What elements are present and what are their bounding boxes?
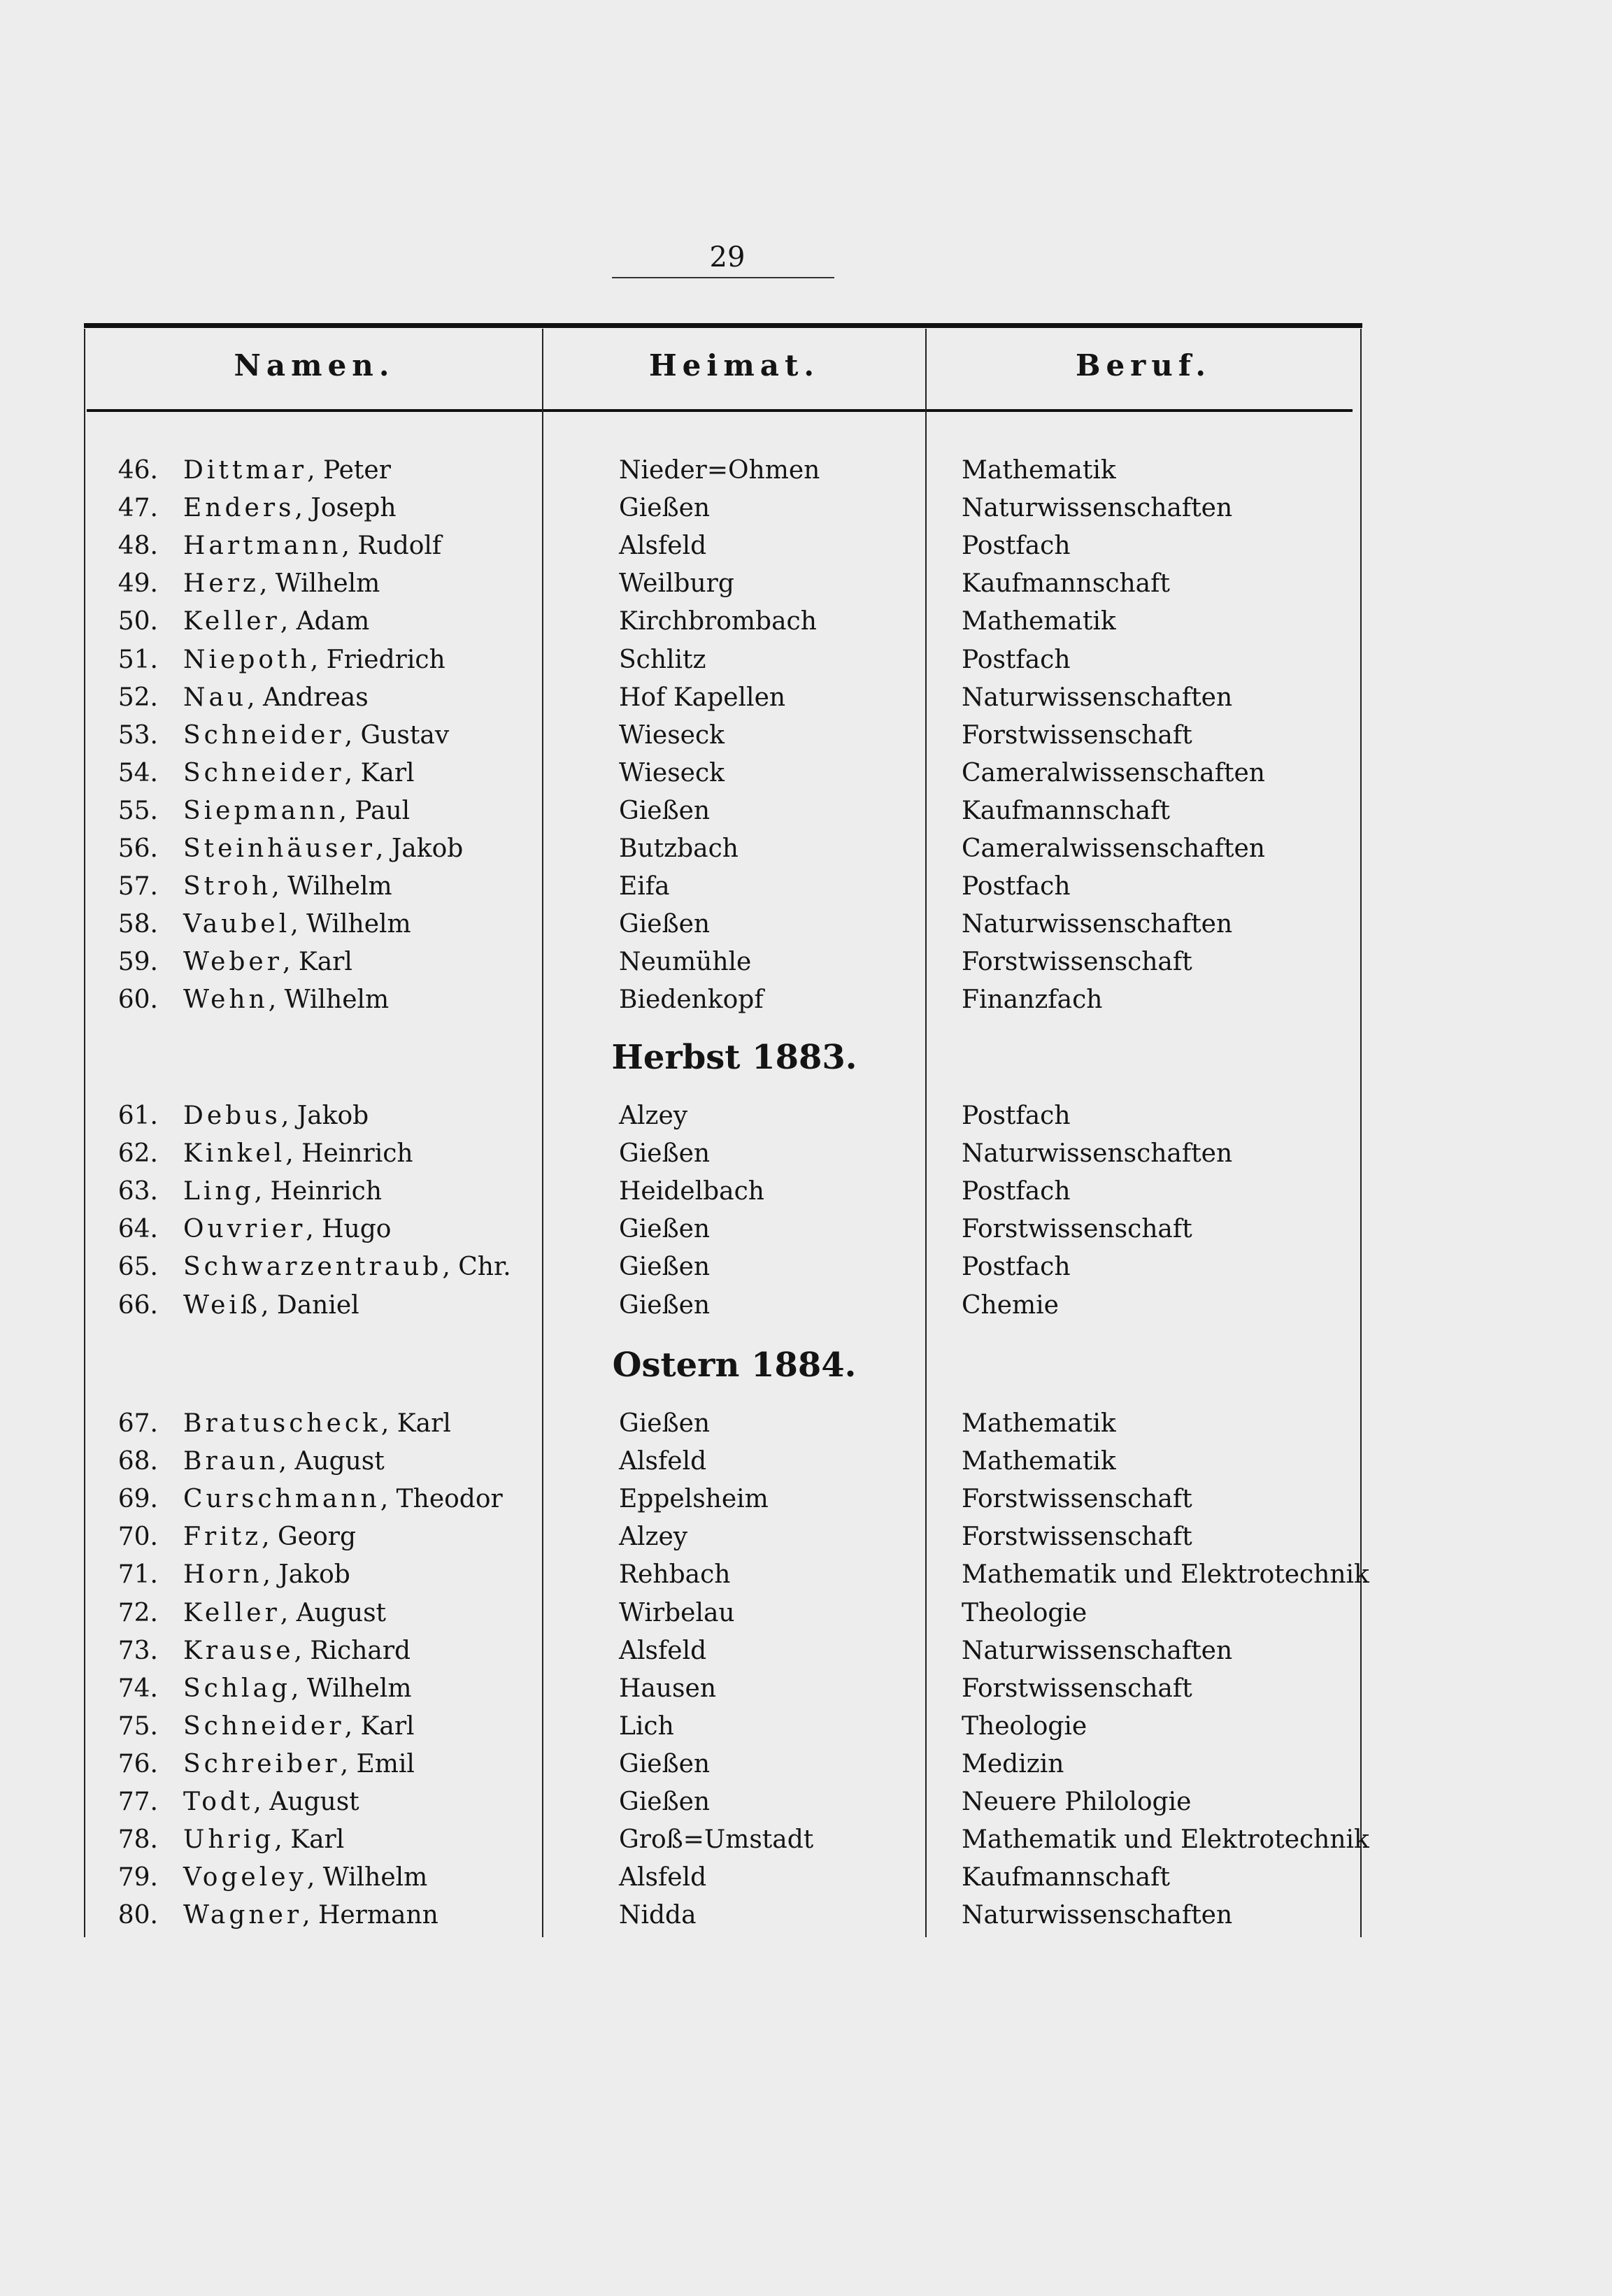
- table-row: [0, 790, 1612, 827]
- heimat-cell: Wieseck: [619, 721, 725, 750]
- given-name: Wilhelm: [287, 872, 392, 901]
- given-name: Karl: [298, 948, 352, 976]
- heimat-cell: Biedenkopf: [619, 985, 764, 1014]
- row-number: 72.: [117, 1599, 158, 1627]
- beruf-cell: Naturwissenschaften: [962, 910, 1233, 939]
- student-name: [183, 1409, 451, 1438]
- name-separator: ,: [254, 1177, 271, 1206]
- beruf-cell: Naturwissenschaften: [962, 1139, 1233, 1168]
- beruf-cell: Mathematik und Elektrotechnik: [962, 1560, 1369, 1589]
- student-name: [183, 569, 380, 598]
- student-name: [183, 456, 391, 485]
- student-name: [183, 1901, 438, 1930]
- table-row: [0, 1284, 1612, 1322]
- given-name: Friedrich: [326, 646, 445, 674]
- heimat-cell: Alzey: [619, 1523, 688, 1551]
- given-name: Peter: [323, 456, 391, 485]
- row-number: 56.: [117, 834, 158, 863]
- name-separator: ,: [262, 1523, 278, 1551]
- heimat-cell: Heidelbach: [619, 1177, 764, 1206]
- beruf-cell: Postfach: [962, 1253, 1071, 1281]
- heimat-cell: Kirchbrombach: [619, 607, 817, 636]
- given-name: Wilhelm: [322, 1863, 428, 1892]
- table-row: [0, 1516, 1612, 1553]
- given-name: Karl: [397, 1409, 451, 1438]
- student-name: [183, 1788, 359, 1816]
- student-name: [183, 759, 415, 787]
- student-name: [183, 1825, 344, 1854]
- surname: Schneider: [183, 759, 345, 787]
- beruf-cell: Medizin: [962, 1750, 1064, 1778]
- table-row: [0, 676, 1612, 714]
- name-separator: ,: [253, 1788, 270, 1816]
- table-row: [0, 1856, 1612, 1894]
- student-name: [183, 1750, 415, 1778]
- table-row: [0, 827, 1612, 865]
- row-number: 57.: [117, 872, 158, 901]
- name-separator: ,: [344, 721, 361, 750]
- table-row: [0, 941, 1612, 978]
- student-name: [183, 1215, 391, 1243]
- student-name: [183, 646, 445, 674]
- row-number: 47.: [117, 494, 158, 522]
- name-separator: ,: [380, 1485, 397, 1513]
- table-row: [0, 1818, 1612, 1856]
- student-name: [183, 1447, 385, 1476]
- heimat-cell: Rehbach: [619, 1560, 731, 1589]
- row-number: 58.: [117, 910, 158, 939]
- surname: Wagner: [183, 1901, 303, 1930]
- heimat-cell: Wieseck: [619, 759, 725, 787]
- heimat-cell: Gießen: [619, 494, 711, 522]
- row-number: 64.: [117, 1215, 158, 1243]
- surname: Schlag: [183, 1674, 292, 1703]
- table-row: [0, 1132, 1612, 1170]
- table-row: [0, 525, 1612, 562]
- name-separator: ,: [285, 1139, 302, 1168]
- heimat-cell: Gießen: [619, 1788, 711, 1816]
- student-name: [183, 948, 352, 976]
- name-separator: ,: [268, 985, 285, 1014]
- row-number: 76.: [117, 1750, 158, 1778]
- row-number: 52.: [117, 683, 158, 712]
- beruf-cell: Naturwissenschaften: [962, 1637, 1233, 1665]
- surname: Wehn: [183, 985, 269, 1014]
- name-separator: ,: [338, 797, 355, 825]
- given-name: Richard: [310, 1637, 411, 1665]
- row-number: 49.: [117, 569, 158, 598]
- table-row: [0, 714, 1612, 752]
- row-number: 68.: [117, 1447, 158, 1476]
- row-number: 69.: [117, 1485, 158, 1513]
- given-name: Wilhelm: [284, 985, 390, 1014]
- table-row: [0, 487, 1612, 525]
- given-name: August: [269, 1788, 359, 1816]
- beruf-cell: Postfach: [962, 1101, 1071, 1130]
- heimat-cell: Gießen: [619, 1409, 711, 1438]
- beruf-cell: Forstwissenschaft: [962, 1674, 1192, 1703]
- heimat-cell: Eifa: [619, 872, 670, 901]
- beruf-cell: Forstwissenschaft: [962, 1523, 1192, 1551]
- surname: Curschmann: [183, 1485, 380, 1513]
- student-name: [183, 721, 449, 750]
- name-separator: ,: [302, 1901, 318, 1930]
- table-row: [0, 903, 1612, 941]
- name-separator: ,: [278, 1447, 295, 1476]
- beruf-cell: Postfach: [962, 532, 1071, 560]
- row-number: 75.: [117, 1712, 158, 1741]
- row-number: 77.: [117, 1788, 158, 1816]
- beruf-cell: Finanzfach: [962, 985, 1103, 1014]
- heimat-cell: Alzey: [619, 1101, 688, 1130]
- beruf-cell: Postfach: [962, 1177, 1071, 1206]
- surname: Schreiber: [183, 1750, 341, 1778]
- column-header-beruf: Beruf.: [1075, 348, 1212, 383]
- beruf-cell: Postfach: [962, 872, 1071, 901]
- given-name: Gustav: [360, 721, 450, 750]
- given-name: Heinrich: [301, 1139, 413, 1168]
- name-separator: ,: [341, 532, 358, 560]
- given-name: Rudolf: [357, 532, 442, 560]
- name-separator: ,: [280, 1599, 297, 1627]
- name-separator: ,: [307, 456, 324, 485]
- student-name: [183, 1253, 511, 1281]
- surname: Schwarzentraub: [183, 1253, 443, 1281]
- given-name: Karl: [360, 1712, 415, 1741]
- heimat-cell: Weilburg: [619, 569, 734, 598]
- heimat-cell: Alsfeld: [619, 1637, 707, 1665]
- name-separator: ,: [380, 1409, 397, 1438]
- name-separator: ,: [340, 1750, 357, 1778]
- row-number: 55.: [117, 797, 158, 825]
- surname: Steinhäuser: [183, 834, 376, 863]
- surname: Vogeley: [183, 1863, 307, 1892]
- surname: Stroh: [183, 872, 272, 901]
- surname: Schneider: [183, 1712, 345, 1741]
- heimat-cell: Groß=Umstadt: [619, 1825, 814, 1854]
- given-name: Chr.: [458, 1253, 511, 1281]
- name-separator: ,: [262, 1560, 279, 1589]
- given-name: Karl: [360, 759, 415, 787]
- surname: Vaubel: [183, 910, 291, 939]
- row-number: 67.: [117, 1409, 158, 1438]
- given-name: Jakob: [297, 1101, 369, 1130]
- student-name: [183, 1139, 413, 1168]
- row-number: 73.: [117, 1637, 158, 1665]
- student-name: [183, 1863, 427, 1892]
- beruf-cell: Chemie: [962, 1291, 1059, 1320]
- table-top-rule: [84, 323, 1362, 328]
- given-name: Heinrich: [270, 1177, 383, 1206]
- name-separator: ,: [442, 1253, 459, 1281]
- heimat-cell: Neumühle: [619, 948, 752, 976]
- beruf-cell: Postfach: [962, 646, 1071, 674]
- given-name: August: [296, 1599, 387, 1627]
- heimat-cell: Gießen: [619, 1750, 711, 1778]
- student-name: [183, 607, 369, 636]
- beruf-cell: Forstwissenschaft: [962, 1215, 1192, 1243]
- given-name: Andreas: [263, 683, 369, 712]
- name-separator: ,: [291, 1674, 307, 1703]
- surname: Nau: [183, 683, 248, 712]
- student-name: [183, 683, 369, 712]
- table-row: [0, 1705, 1612, 1743]
- row-number: 62.: [117, 1139, 158, 1168]
- heimat-cell: Schlitz: [619, 646, 706, 674]
- page-number: 29: [709, 241, 746, 273]
- given-name: Theodor: [396, 1485, 503, 1513]
- student-name: [183, 1674, 411, 1703]
- column-header-name: Namen.: [234, 348, 395, 383]
- given-name: August: [294, 1447, 385, 1476]
- section-heading: Ostern 1884.: [612, 1346, 857, 1385]
- name-separator: ,: [310, 646, 327, 674]
- surname: Krause: [183, 1637, 294, 1665]
- beruf-cell: Naturwissenschaften: [962, 1901, 1233, 1930]
- student-name: [183, 1177, 382, 1206]
- row-number: 74.: [117, 1674, 158, 1703]
- table-row: [0, 865, 1612, 903]
- row-number: 65.: [117, 1253, 158, 1281]
- beruf-cell: Mathematik: [962, 1409, 1116, 1438]
- surname: Weiß: [183, 1291, 261, 1320]
- beruf-cell: Cameralwissenschaften: [962, 759, 1265, 787]
- name-separator: ,: [306, 1863, 323, 1892]
- table-row: [0, 978, 1612, 1016]
- name-separator: ,: [274, 1825, 291, 1854]
- given-name: Hermann: [318, 1901, 438, 1930]
- name-separator: ,: [294, 1637, 311, 1665]
- section-heading: Herbst 1883.: [611, 1038, 857, 1077]
- given-name: Wilhelm: [306, 1674, 412, 1703]
- student-name: [183, 1599, 386, 1627]
- beruf-cell: Kaufmannschaft: [962, 1863, 1170, 1892]
- table-row: [0, 1592, 1612, 1630]
- student-name: [183, 1485, 503, 1513]
- heimat-cell: Gießen: [619, 797, 711, 825]
- surname: Niepoth: [183, 646, 311, 674]
- row-number: 80.: [117, 1901, 158, 1930]
- table-row: [0, 1667, 1612, 1705]
- name-separator: ,: [247, 683, 264, 712]
- heimat-cell: Lich: [619, 1712, 674, 1741]
- row-number: 78.: [117, 1825, 158, 1854]
- given-name: Jakob: [278, 1560, 350, 1589]
- heimat-cell: Wirbelau: [619, 1599, 735, 1627]
- beruf-cell: Mathematik: [962, 456, 1116, 485]
- name-separator: ,: [344, 759, 361, 787]
- row-number: 63.: [117, 1177, 158, 1206]
- table-row: [0, 639, 1612, 676]
- beruf-cell: Forstwissenschaft: [962, 1485, 1192, 1513]
- surname: Uhrig: [183, 1825, 275, 1854]
- student-name: [183, 1637, 411, 1665]
- student-name: [183, 910, 411, 939]
- heimat-cell: Alsfeld: [619, 532, 707, 560]
- student-name: [183, 1291, 359, 1320]
- row-number: 51.: [117, 646, 158, 674]
- heimat-cell: Gießen: [619, 1139, 711, 1168]
- table-row: [0, 1246, 1612, 1283]
- surname: Keller: [183, 1599, 280, 1627]
- given-name: Adam: [296, 607, 370, 636]
- surname: Herz: [183, 569, 259, 598]
- beruf-cell: Cameralwissenschaften: [962, 834, 1265, 863]
- beruf-cell: Theologie: [962, 1599, 1087, 1627]
- beruf-cell: Mathematik: [962, 607, 1116, 636]
- table-row: [0, 1402, 1612, 1440]
- given-name: Hugo: [322, 1215, 392, 1243]
- surname: Fritz: [183, 1523, 262, 1551]
- heimat-cell: Gießen: [619, 910, 711, 939]
- name-separator: ,: [260, 1291, 277, 1320]
- table-row: [0, 1553, 1612, 1591]
- beruf-cell: Theologie: [962, 1712, 1087, 1741]
- heimat-cell: Alsfeld: [619, 1863, 707, 1892]
- heimat-cell: Nieder=Ohmen: [619, 456, 820, 485]
- surname: Horn: [183, 1560, 263, 1589]
- row-number: 66.: [117, 1291, 158, 1320]
- heimat-cell: Gießen: [619, 1291, 711, 1320]
- table-row: [0, 1094, 1612, 1132]
- beruf-cell: Mathematik und Elektrotechnik: [962, 1825, 1369, 1854]
- heimat-cell: Eppelsheim: [619, 1485, 769, 1513]
- given-name: Jakob: [391, 834, 464, 863]
- given-name: Emil: [356, 1750, 415, 1778]
- row-number: 71.: [117, 1560, 158, 1589]
- student-name: [183, 1523, 356, 1551]
- beruf-cell: Neuere Philologie: [962, 1788, 1192, 1816]
- heimat-cell: Gießen: [619, 1253, 711, 1281]
- table-row: [0, 752, 1612, 790]
- table-row: [0, 1440, 1612, 1478]
- table-row: [0, 449, 1612, 487]
- page-number-rule: [612, 277, 834, 278]
- student-name: [183, 985, 389, 1014]
- beruf-cell: Kaufmannschaft: [962, 569, 1170, 598]
- surname: Todt: [183, 1788, 254, 1816]
- table-row: [0, 562, 1612, 600]
- surname: Schneider: [183, 721, 345, 750]
- surname: Debus: [183, 1101, 281, 1130]
- name-separator: ,: [259, 569, 276, 598]
- student-name: [183, 532, 441, 560]
- student-name: [183, 1560, 350, 1589]
- name-separator: ,: [280, 1101, 297, 1130]
- row-number: 61.: [117, 1101, 158, 1130]
- table-row: [0, 1208, 1612, 1246]
- row-number: 48.: [117, 532, 158, 560]
- table-row: [0, 1630, 1612, 1667]
- row-number: 50.: [117, 607, 158, 636]
- surname: Weber: [183, 948, 283, 976]
- student-name: [183, 494, 397, 522]
- given-name: Wilhelm: [275, 569, 380, 598]
- surname: Enders: [183, 494, 295, 522]
- name-separator: ,: [280, 607, 297, 636]
- student-name: [183, 1712, 415, 1741]
- column-header-heimat: Heimat.: [648, 348, 820, 383]
- beruf-cell: Forstwissenschaft: [962, 948, 1192, 976]
- name-separator: ,: [271, 872, 288, 901]
- heimat-cell: Gießen: [619, 1215, 711, 1243]
- surname: Ling: [183, 1177, 255, 1206]
- beruf-cell: Naturwissenschaften: [962, 683, 1233, 712]
- surname: Kinkel: [183, 1139, 286, 1168]
- heimat-cell: Butzbach: [619, 834, 739, 863]
- table-row: [0, 1894, 1612, 1932]
- row-number: 70.: [117, 1523, 158, 1551]
- beruf-cell: Naturwissenschaften: [962, 494, 1233, 522]
- beruf-cell: Kaufmannschaft: [962, 797, 1170, 825]
- heimat-cell: Nidda: [619, 1901, 697, 1930]
- row-number: 46.: [117, 456, 158, 485]
- surname: Dittmar: [183, 456, 308, 485]
- beruf-cell: Mathematik: [962, 1447, 1116, 1476]
- given-name: Karl: [290, 1825, 345, 1854]
- surname: Keller: [183, 607, 280, 636]
- row-number: 60.: [117, 985, 158, 1014]
- heimat-cell: Hausen: [619, 1674, 717, 1703]
- given-name: Joseph: [311, 494, 397, 522]
- student-name: [183, 872, 392, 901]
- row-number: 59.: [117, 948, 158, 976]
- beruf-cell: Forstwissenschaft: [962, 721, 1192, 750]
- surname: Ouvrier: [183, 1215, 306, 1243]
- table-row: [0, 1170, 1612, 1208]
- given-name: Georg: [278, 1523, 357, 1551]
- table-row: [0, 600, 1612, 638]
- name-separator: ,: [375, 834, 392, 863]
- name-separator: ,: [290, 910, 307, 939]
- student-name: [183, 797, 410, 825]
- given-name: Paul: [355, 797, 411, 825]
- heimat-cell: Hof Kapellen: [619, 683, 786, 712]
- table-row: [0, 1478, 1612, 1516]
- surname: Siepmann: [183, 797, 339, 825]
- row-number: 79.: [117, 1863, 158, 1892]
- given-name: Daniel: [276, 1291, 359, 1320]
- name-separator: ,: [306, 1215, 322, 1243]
- heimat-cell: Alsfeld: [619, 1447, 707, 1476]
- table-header-rule: [87, 409, 1353, 412]
- student-name: [183, 834, 463, 863]
- surname: Braun: [183, 1447, 279, 1476]
- given-name: Wilhelm: [306, 910, 411, 939]
- surname: Hartmann: [183, 532, 342, 560]
- name-separator: ,: [294, 494, 311, 522]
- surname: Bratuscheck: [183, 1409, 381, 1438]
- row-number: 54.: [117, 759, 158, 787]
- student-name: [183, 1101, 369, 1130]
- name-separator: ,: [282, 948, 299, 976]
- table-row: [0, 1743, 1612, 1781]
- name-separator: ,: [344, 1712, 361, 1741]
- table-row: [0, 1781, 1612, 1818]
- row-number: 53.: [117, 721, 158, 750]
